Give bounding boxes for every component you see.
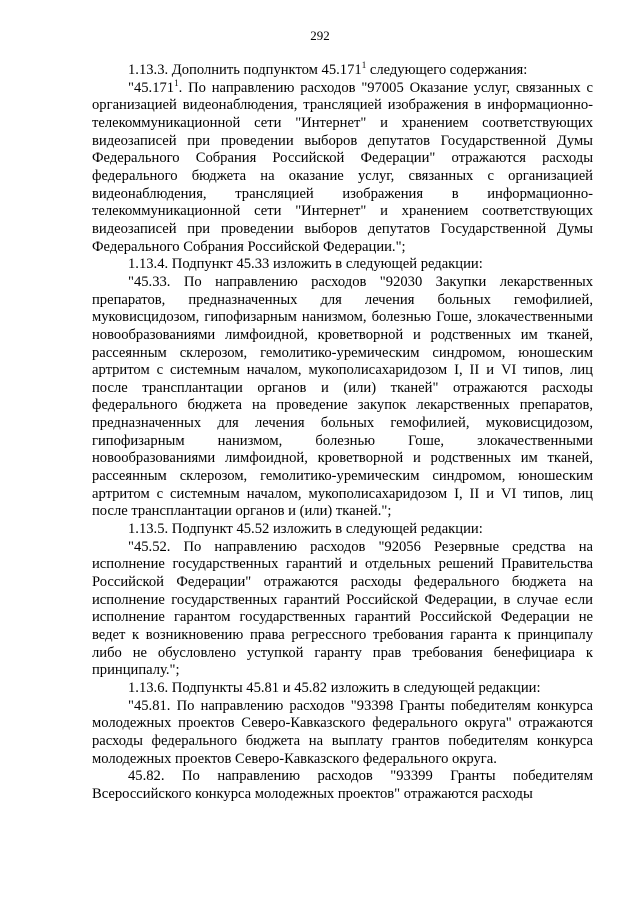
page-number: 292: [310, 28, 330, 43]
paragraph-text-tail: . По направлению расходов "97005 Оказание услуг, связанных с организацией видеонаблюдения, трансляцией изображения в информационно-телекоммуникационной сети "Интернет" и хранением соответствующих видеозаписей при проведении выборов депутатов Государственной Думы Федерального Собрания Российской Федерации" отражаются расходы федерального бюджета на оказание услуг, связанных с организацией видеонаблюдения, трансляцией изображения в информационно-телекоммуникационной сети "Интернет" и хранением соответствующих видеозаписей при проведении выборов депутатов Государственной Думы Федерального Собрания Российской Федерации.";: [92, 79, 593, 255]
paragraph-1-13-4: 1.13.4. Подпункт 45.33 изложить в следующей редакции:: [128, 256, 483, 273]
superscript: 1: [361, 60, 367, 71]
paragraph-text: "45.171: [128, 79, 175, 96]
paragraph-45-52: "45.52. По направлению расходов "92056 Резервные средства на исполнение государственных гарантий и отдельных решений Правительства Российской Федерации" отражаются расходы федерального бюджета на исполнение государственных гарантий Российской Федерации, в случае если исполнение гарантом государственных гарантий Российской Федерации не ведет к возникновению права регрессного требования гаранта к принципалу либо не обусловлено уступкой гаранту прав требования бенефициара к принципалу.";: [92, 538, 593, 679]
paragraph-45-33: "45.33. По направлению расходов "92030 Закупки лекарственных препаратов, предназначенных для лечения больных гемофилией, муковисцидозом, гипофизарным нанизмом, болезнью Гоше, злокачественными новообразованиями лимфоидной, кроветворной и родственных им тканей, рассеянным склерозом, гемолитико-уремическим синдромом, юношеским артритом с системным началом, мукополисахаридозом I, II и VI типов, лиц после трансплантации органов и (или) тканей" отражаются расходы федерального бюджета на проведение закупок лекарственных препаратов, предназначенных для лечения больных гемофилией, муковисцидозом, гипофизарным нанизмом, болезнью Гоше, злокачественными новообразованиями лимфоидной, кроветворной и родственных им тканей, рассеянным склерозом, гемолитико-уремическим синдромом, юношеским артритом с системным началом, мукополисахаридозом I, II и VI типов, лиц после трансплантации органов и (или) тканей.";: [92, 273, 593, 520]
paragraph-text-tail: следующего содержания:: [366, 62, 528, 78]
paragraph-45-82: 45.82. По направлению расходов "93399 Гранты победителям Всероссийского конкурса молодежных проектов" отражаются расходы: [92, 768, 593, 802]
document-body: [92, 62, 593, 804]
paragraph-text: 1.13.3. Дополнить подпунктом 45.171: [128, 62, 362, 78]
paragraph-45-81: "45.81. По направлению расходов "93398 Гранты победителям конкурса молодежных проектов Северо-Кавказского федерального округа" отражаются расходы федерального бюджета на выплату грантов победителям конкурса молодежных проектов Северо-Кавказского федерального округа.: [92, 697, 593, 767]
paragraph-45-171-1: [92, 77, 593, 257]
paragraph-1-13-3: [92, 62, 593, 80]
superscript: 1: [174, 77, 179, 88]
paragraph-1-13-5: 1.13.5. Подпункт 45.52 изложить в следующей редакции:: [128, 521, 483, 538]
paragraph-1-13-6: 1.13.6. Подпункты 45.81 и 45.82 изложить в следующей редакции:: [128, 679, 541, 696]
